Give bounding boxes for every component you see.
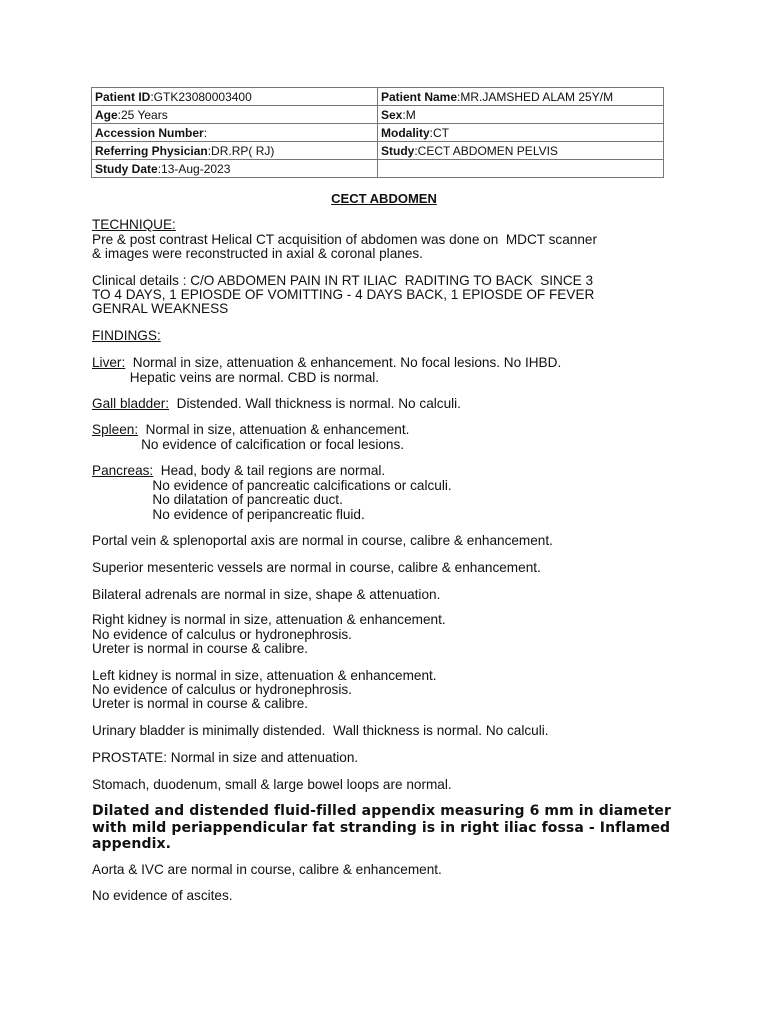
physician-label: Referring Physician <box>95 143 208 158</box>
aorta-line: Aorta & IVC are normal in course, calibre & enhancement. <box>92 862 442 877</box>
gallbladder-text: Distended. Wall thickness is normal. No calculi. <box>169 396 461 411</box>
sma-line: Superior mesenteric vessels are normal in course, calibre & enhancement. <box>92 560 541 575</box>
accession-value: : <box>203 125 208 140</box>
liver-label: Liver: <box>92 355 126 370</box>
spleen-line-2: No evidence of calcification or focal lesions. <box>92 437 405 452</box>
table-row <box>92 142 664 160</box>
portal-line: Portal vein & splenoportal axis are normal in course, calibre & enhancement. <box>92 533 553 548</box>
pancreas-line-2: No evidence of pancreatic calcifications or calculi. <box>92 478 452 493</box>
patient-id-cell <box>92 88 378 106</box>
appendix-line-2: with mild periappendicular fat stranding is in right iliac fossa - Inflamed <box>92 820 671 836</box>
report-title: CECT ABDOMEN <box>331 191 437 206</box>
left-kidney-line-3: Ureter is normal in course & calibre. <box>92 696 309 711</box>
gallbladder-label: Gall bladder: <box>92 396 170 411</box>
spleen-text: Normal in size, attenuation & enhancement. <box>138 422 410 437</box>
physician-cell <box>92 142 378 160</box>
liver-line-1 <box>92 356 692 371</box>
study-date-cell <box>92 160 378 178</box>
clinical-line-3: GENRAL WEAKNESS <box>92 301 229 316</box>
pancreas-line-4: No evidence of peripancreatic fluid. <box>92 507 365 522</box>
sex-label: Sex <box>381 107 403 122</box>
sex-cell <box>378 106 664 124</box>
patient-info-table <box>91 87 664 178</box>
table-row <box>92 160 664 178</box>
patient-id-value: :GTK23080003400 <box>150 89 252 104</box>
spleen-line-1 <box>92 423 692 438</box>
prostate-line: PROSTATE: Normal in size and attenuation. <box>92 750 359 765</box>
age-cell <box>92 106 378 124</box>
appendix-line-3: appendix. <box>92 836 172 852</box>
ascites-line: No evidence of ascites. <box>92 888 233 903</box>
study-date-value: :13-Aug-2023 <box>157 161 231 176</box>
patient-name-label: Patient Name <box>381 89 458 104</box>
empty-cell <box>378 160 664 178</box>
age-value: :25 Years <box>117 107 168 122</box>
right-kidney-line-2: No evidence of calculus or hydronephrosis. <box>92 627 352 642</box>
study-label: Study <box>381 143 415 158</box>
accession-label: Accession Number <box>95 125 204 140</box>
technique-heading-text: TECHNIQUE: <box>92 217 176 232</box>
bowel-line: Stomach, duodenum, small & large bowel loops are normal. <box>92 777 452 792</box>
pancreas-text: Head, body & tail regions are normal. <box>153 463 386 478</box>
modality-cell <box>378 124 664 142</box>
physician-value: :DR.RP( RJ) <box>207 143 275 158</box>
spleen-label: Spleen: <box>92 422 139 437</box>
pancreas-line-3: No dilatation of pancreatic duct. <box>92 492 343 507</box>
liver-text: Normal in size, attenuation & enhancement. No focal lesions. No IHBD. <box>125 355 562 370</box>
study-date-label: Study Date <box>95 161 158 176</box>
table-row <box>92 106 664 124</box>
study-value: :CECT ABDOMEN PELVIS <box>414 143 558 158</box>
findings-heading-text: FINDINGS: <box>92 328 161 343</box>
technique-line-1: Pre & post contrast Helical CT acquisition of abdomen was done on MDCT scanner <box>92 232 597 247</box>
pancreas-line-1 <box>92 464 692 479</box>
table-row <box>92 124 664 142</box>
sex-value: :M <box>402 107 416 122</box>
study-cell <box>378 142 664 160</box>
appendix-line-1: Dilated and distended fluid-filled appendix measuring 6 mm in diameter <box>92 803 671 819</box>
patient-name-cell <box>378 88 664 106</box>
technique-line-2: & images were reconstructed in axial & coronal planes. <box>92 246 423 261</box>
patient-id-label: Patient ID <box>95 89 151 104</box>
table-row <box>92 88 664 106</box>
left-kidney-line-2: No evidence of calculus or hydronephrosis. <box>92 682 352 697</box>
adrenals-line: Bilateral adrenals are normal in size, shape & attenuation. <box>92 587 441 602</box>
liver-line-2: Hepatic veins are normal. CBD is normal. <box>92 370 380 385</box>
patient-name-value: :MR.JAMSHED ALAM 25Y/M <box>457 89 614 104</box>
technique-heading <box>92 218 692 233</box>
right-kidney-line-3: Ureter is normal in course & calibre. <box>92 641 309 656</box>
gallbladder-line <box>92 397 692 412</box>
age-label: Age <box>95 107 118 122</box>
modality-label: Modality <box>381 125 430 140</box>
accession-cell <box>92 124 378 142</box>
right-kidney-line-1: Right kidney is normal in size, attenuation & enhancement. <box>92 612 446 627</box>
clinical-line-2: TO 4 DAYS, 1 EPIOSDE OF VOMITTING - 4 DAYS BACK, 1 EPIOSDE OF FEVER <box>92 287 595 302</box>
left-kidney-line-1: Left kidney is normal in size, attenuation & enhancement. <box>92 668 437 683</box>
findings-heading <box>92 329 692 344</box>
modality-value: :CT <box>429 125 450 140</box>
bladder-line: Urinary bladder is minimally distended. Wall thickness is normal. No calculi. <box>92 723 549 738</box>
clinical-line-1: Clinical details : C/O ABDOMEN PAIN IN RT ILIAC RADITING TO BACK SINCE 3 <box>92 273 594 288</box>
pancreas-label: Pancreas: <box>92 463 154 478</box>
